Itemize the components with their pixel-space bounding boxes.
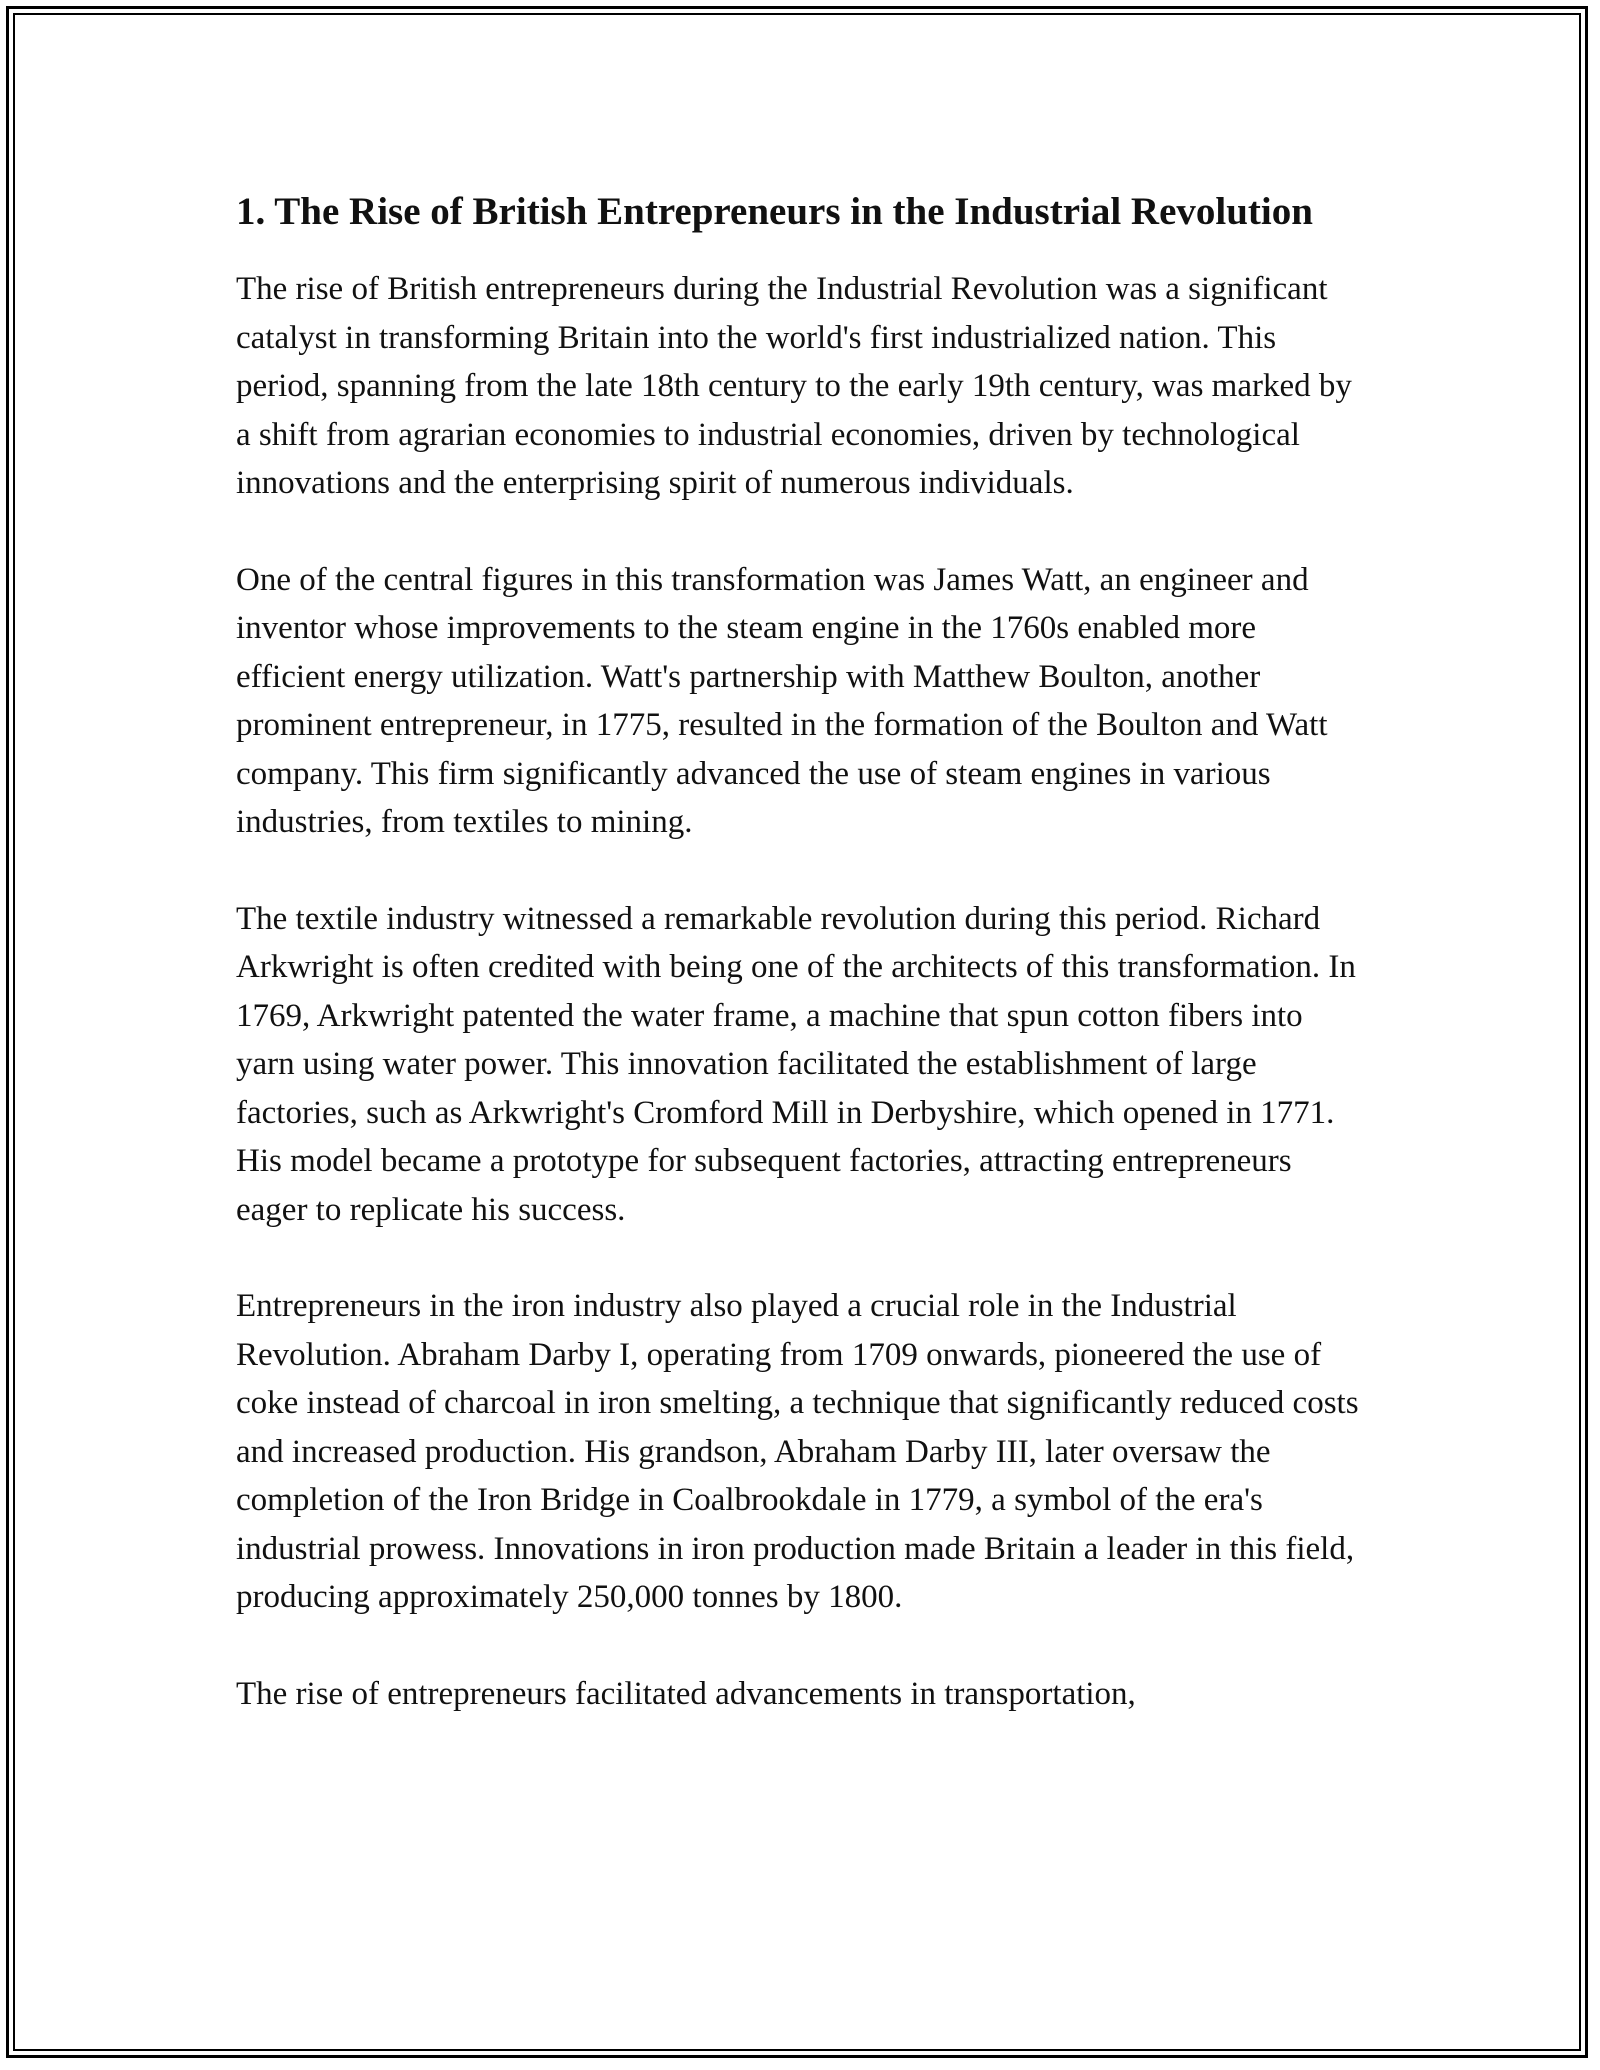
section-heading: 1. The Rise of British Entrepreneurs in the Industrial Revolution	[236, 190, 1313, 233]
paragraph-transportation: The rise of entrepreneurs facilitated advancements in transportation,	[236, 1675, 1136, 1712]
paragraph-intro: The rise of British entrepreneurs during the Industrial Revolution was a significant catalyst in transforming Britain into the world's first industrialized nation. This period, spanning from the late 18th century to the early 19th century, was marked by a shift from agrarian economies to industrial economies, driven by technological innovations and the enterprising spirit of numerous individuals.	[236, 271, 1352, 501]
paragraph-james-watt: One of the central figures in this transformation was James Watt, an engineer and inventor whose improvements to the steam engine in the 1760s enabled more efficient energy utilization. Watt's partnership with Matthew Boulton, another prominent entrepreneur, in 1775, resulted in the formation of the Boulton and Watt company. This firm significantly advanced the use of steam engines in various industries, from textiles to mining.	[236, 561, 1328, 840]
paragraph-textile-industry: The textile industry witnessed a remarkable revolution during this period. Richard Arkwright is often credited with being one of the architects of this transformation. In 1769, Arkwright patented the water frame, a machine that spun cotton fibers into yarn using water power. This innovation facilitated the establishment of large factories, such as Arkwright's Cromford Mill in Derbyshire, which opened in 1771. His model became a prototype for subsequent factories, attracting entrepreneurs eager to replicate his success.	[236, 900, 1356, 1228]
paragraph-iron-industry: Entrepreneurs in the iron industry also played a crucial role in the Industrial Revolution. Abraham Darby I, operating from 1709 onwards, pioneered the use of coke instead of charcoal in iron smelting, a technique that significantly reduced costs and increased production. His grandson, Abraham Darby III, later oversaw the completion of the Iron Bridge in Coalbrookdale in 1779, a symbol of the era's industrial prowess. Innovations in iron production made Britain a leader in this field, producing approximately 250,000 tonnes by 1800.	[236, 1288, 1359, 1615]
document-body	[236, 184, 1366, 1766]
